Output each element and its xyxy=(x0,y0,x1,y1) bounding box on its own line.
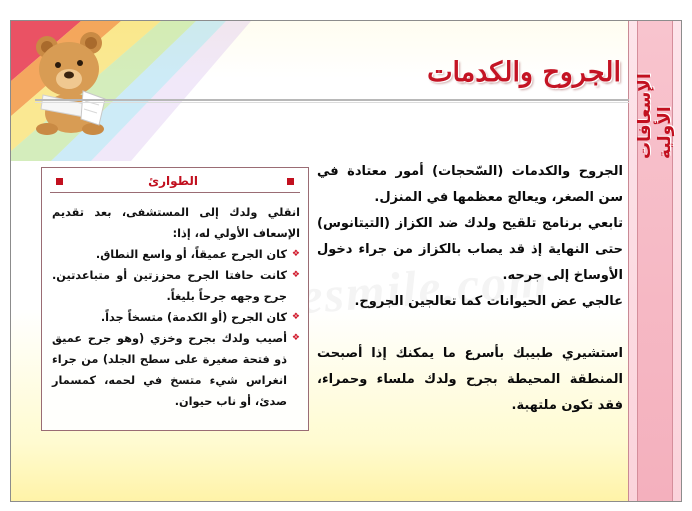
emergency-title: الطوارئ xyxy=(148,174,198,188)
emergency-box xyxy=(41,167,309,431)
title-divider-shadow xyxy=(35,102,629,103)
page-title: الجروح والكدمات xyxy=(427,57,621,88)
list-item: ❖ أصيب ولدك بجرح وخزي (وهو جرح عميق ذو فتحة صغيرة على سطح الجلد) من جراء انغراس شيء متسخ في لحمه، كمسمار صدئ، أو ناب حيوان. xyxy=(52,328,300,412)
list-item: ❖ كان الجرح عميقاً، أو واسع النطاق. xyxy=(52,244,300,265)
emergency-list xyxy=(52,244,300,412)
teddy-bear-icon xyxy=(25,29,123,135)
list-item: ❖ كان الجرح (أو الكدمة) متسخاً جداً. xyxy=(52,307,300,328)
page-frame xyxy=(10,20,682,502)
paragraph-tetanus: تابعي برنامج تلقيح ولدك ضد الكزاز (التيتانوس) حتى النهاية إذ قد يصاب بالكزاز من جراء دخول الأوساخ إلى جرحه. xyxy=(317,216,623,283)
paragraph-intro: الجروح والكدمات (السّحجات) أمور معتادة في سن الصغر، ويعالج معظمها في المنزل. xyxy=(317,164,623,205)
red-square-icon xyxy=(287,178,294,185)
emergency-header xyxy=(50,172,300,193)
list-item: ❖ كانت حافتا الجرح محززتين أو متباعدتين. جرح وجهه جرحاً بليغاً. xyxy=(52,265,300,307)
paragraph-animal-bites: عالجي عض الحيوانات كما تعالجين الجروح. xyxy=(354,294,623,309)
emergency-intro: انقلي ولدك إلى المستشفى، بعد تقديم الإسعاف الأولي له، إذا: xyxy=(52,206,300,240)
sidebar-band xyxy=(628,21,681,501)
emergency-content xyxy=(52,202,300,412)
sidebar-title: الإسعافات الأولية xyxy=(635,73,675,159)
red-square-icon xyxy=(56,178,63,185)
paragraph-consult-doctor: استشيري طبيبك بأسرع ما يمكنك إذا أصبحت المنطقة المحيطة بجرح ولدك ملساء وحمراء، فقد تكون ملتهبة. xyxy=(317,346,623,413)
main-text xyxy=(317,159,623,419)
title-divider xyxy=(35,99,629,101)
